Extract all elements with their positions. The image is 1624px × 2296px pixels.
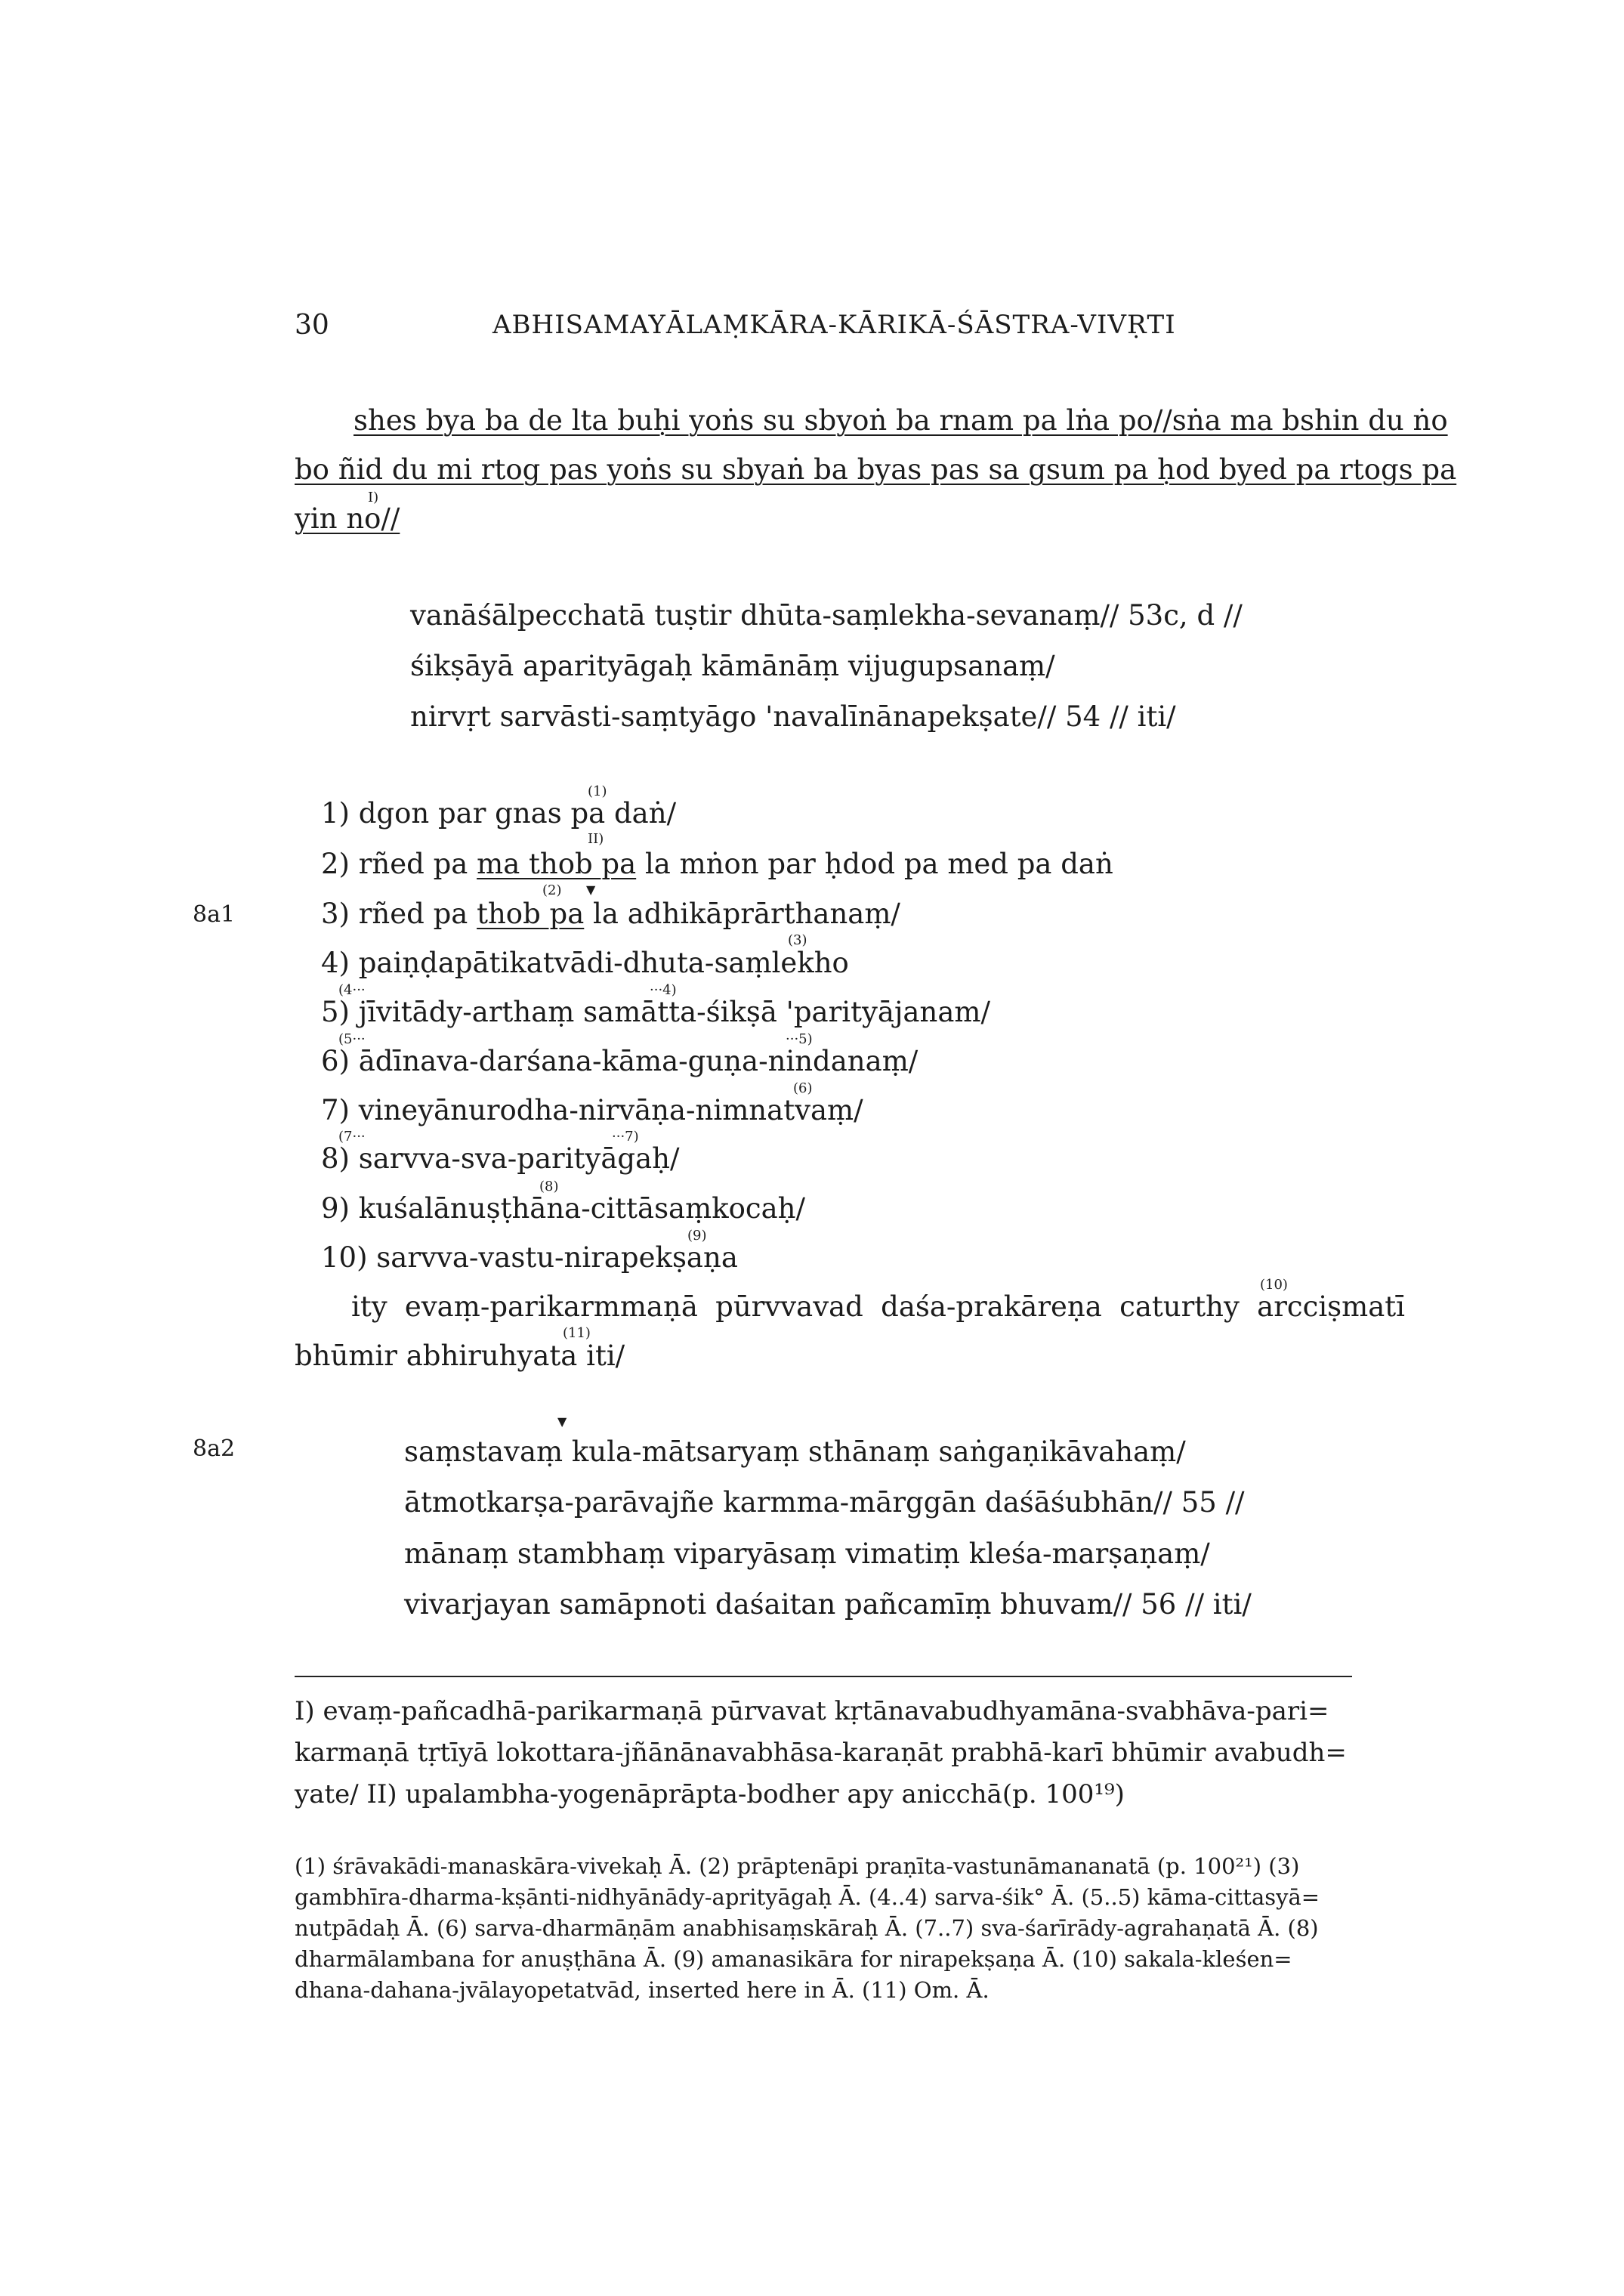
footnote-line-3: nutpādaḥ Ā. (6) sarva-dharmāṇām anabhisaṃskāraḥ Ā. (7..7) sva-śarīrādy-agrahaṇatā Ā. (8) xyxy=(295,1915,1319,1941)
list-mark-10: (9) xyxy=(687,1228,707,1244)
footnote-line-4: dharmālambana for anuṣṭhāna Ā. (9) amanasikāra for nirapekṣaṇa Ā. (10) sakala-kleśen= xyxy=(295,1946,1292,1972)
footnote-line-5: dhana-dahana-jvālayopetatvād, inserted here in Ā. (11) Om. Ā. xyxy=(295,1977,990,2003)
verse2-line-4: vivarjayan samāpnoti daśaitan pañcamīṃ bhuvam// 56 // iti/ xyxy=(404,1588,1252,1621)
footnote-line-2: gambhīra-dharma-kṣānti-nidhyānādy-aprityāgaḥ Ā. (4..4) sarva-śik° Ā. (5..5) kāma-cittasyā= xyxy=(295,1884,1320,1910)
insertion-triangle: ▼ xyxy=(586,882,596,897)
tibetan-line-2: bo ñid du mi rtog pas yoṅs su sbyaṅ ba byas pas sa gsum pa ḥod byed pa rtogs pa xyxy=(295,453,1457,486)
list-item-8: 8) sarvva-sva-parityāgaḥ/ xyxy=(321,1142,680,1175)
margin-ref-8a2: 8a2 xyxy=(193,1435,236,1462)
list-item-5: 5) jīvitādy-arthaṃ samātta-śikṣā 'parityājanam/ xyxy=(321,996,990,1028)
tibetan-line-3: yin no// xyxy=(295,502,400,535)
list-mark-7: (6) xyxy=(793,1080,813,1096)
list-item-1: 1) dgon par gnas pa daṅ/ xyxy=(321,797,677,830)
list-mark-1: (1) xyxy=(588,783,607,799)
list-item-2: 2) rñed pa ma thob pa la mṅon par ḥdod pa med pa daṅ xyxy=(321,848,1113,880)
notes-rule xyxy=(295,1676,1352,1677)
list-mark-8b: ···7) xyxy=(612,1129,639,1145)
verse2-line-3: mānaṃ stambhaṃ viparyāsaṃ vimatiṃ kleśa-marṣaṇaṃ/ xyxy=(404,1537,1210,1570)
footnote-line-1: (1) śrāvakādi-manaskāra-vivekaḥ Ā. (2) prāptenāpi praṇīta-vastunāmananatā (p. 100²¹) (3) xyxy=(295,1853,1300,1879)
note-line-1: I) evaṃ-pañcadhā-parikarmaṇā pūrvavat kṛtānavabudhyamāna-svabhāva-pari= xyxy=(295,1696,1329,1726)
list-item-7: 7) vineyānurodha-nirvāṇa-nimnatvaṃ/ xyxy=(321,1094,863,1126)
verse2-line-1: saṃstavaṃ kula-mātsaryaṃ sthānaṃ saṅgaṇikāvahaṃ/ xyxy=(404,1435,1186,1468)
verse1-line-1: vanāśālpecchatā tuṣtir dhūta-saṃlekha-sevanaṃ// 53c, d // xyxy=(410,599,1243,632)
conclusion-line-2: bhūmir abhiruhyata iti/ xyxy=(295,1340,625,1372)
list-mark-2: II) xyxy=(588,831,604,847)
list-item-9: 9) kuśalānuṣṭhāna-cittāsaṃkocaḥ/ xyxy=(321,1192,805,1225)
list-item-10: 10) sarvva-vastu-nirapekṣaṇa xyxy=(321,1241,738,1274)
list-mark-6b: ···5) xyxy=(786,1031,813,1047)
page-number: 30 xyxy=(295,310,329,341)
list-mark-8a: (7··· xyxy=(338,1129,366,1145)
conclusion-line-1: ity evaṃ-parikarmmaṇā pūrvvavad daśa-prakāreṇa caturthy arcciṣmatī xyxy=(351,1290,1405,1323)
list-mark-6a: (5··· xyxy=(338,1031,366,1047)
list-mark-5a: (4··· xyxy=(338,982,366,998)
note-line-2: karmaṇā tṛtīyā lokottara-jñānānavabhāsa-karaṇāt prabhā-karī bhūmir avabudh= xyxy=(295,1738,1347,1768)
margin-ref-8a1: 8a1 xyxy=(193,901,236,928)
list-mark-9: (8) xyxy=(539,1179,559,1194)
running-title: ABHISAMAYĀLAṂKĀRA-KĀRIKĀ-ŚĀSTRA-VIVṚTI xyxy=(492,310,1176,340)
tibetan-line-1: shes bya ba de lta buḥi yoṅs su sbyoṅ ba rnam pa lṅa po//sṅa ma bshin du ṅo xyxy=(354,404,1448,437)
list-item-4: 4) paiṇḍapātikatvādi-dhuta-saṃlekho xyxy=(321,947,849,979)
list-mark-3: (2) xyxy=(542,882,562,898)
note-line-3: yate/ II) upalambha-yogenāprāpta-bodher apy anicchā(p. 100¹⁹) xyxy=(295,1779,1125,1809)
tibetan-note-mark: I) xyxy=(368,490,379,505)
list-item-3: 3) rñed pa thob pa la adhikāprārthanaṃ/ xyxy=(321,898,900,930)
insertion-triangle: ▼ xyxy=(557,1414,567,1429)
verse1-line-3: nirvṛt sarvāsti-saṃtyāgo 'navalīnānapekṣate// 54 // iti/ xyxy=(410,700,1176,733)
list-mark-5b: ···4) xyxy=(650,982,677,998)
list-item-6: 6) ādīnava-darśana-kāma-guṇa-nindanaṃ/ xyxy=(321,1045,919,1077)
verse2-line-2: ātmotkarṣa-parāvajñe karmma-mārggān daśāśubhān// 55 // xyxy=(404,1486,1245,1519)
verse1-line-2: śikṣāyā aparityāgaḥ kāmānāṃ vijugupsanaṃ/ xyxy=(410,650,1055,682)
list-mark-12: (11) xyxy=(563,1325,591,1341)
list-mark-4: (3) xyxy=(788,932,807,948)
list-mark-11: (10) xyxy=(1260,1277,1288,1293)
